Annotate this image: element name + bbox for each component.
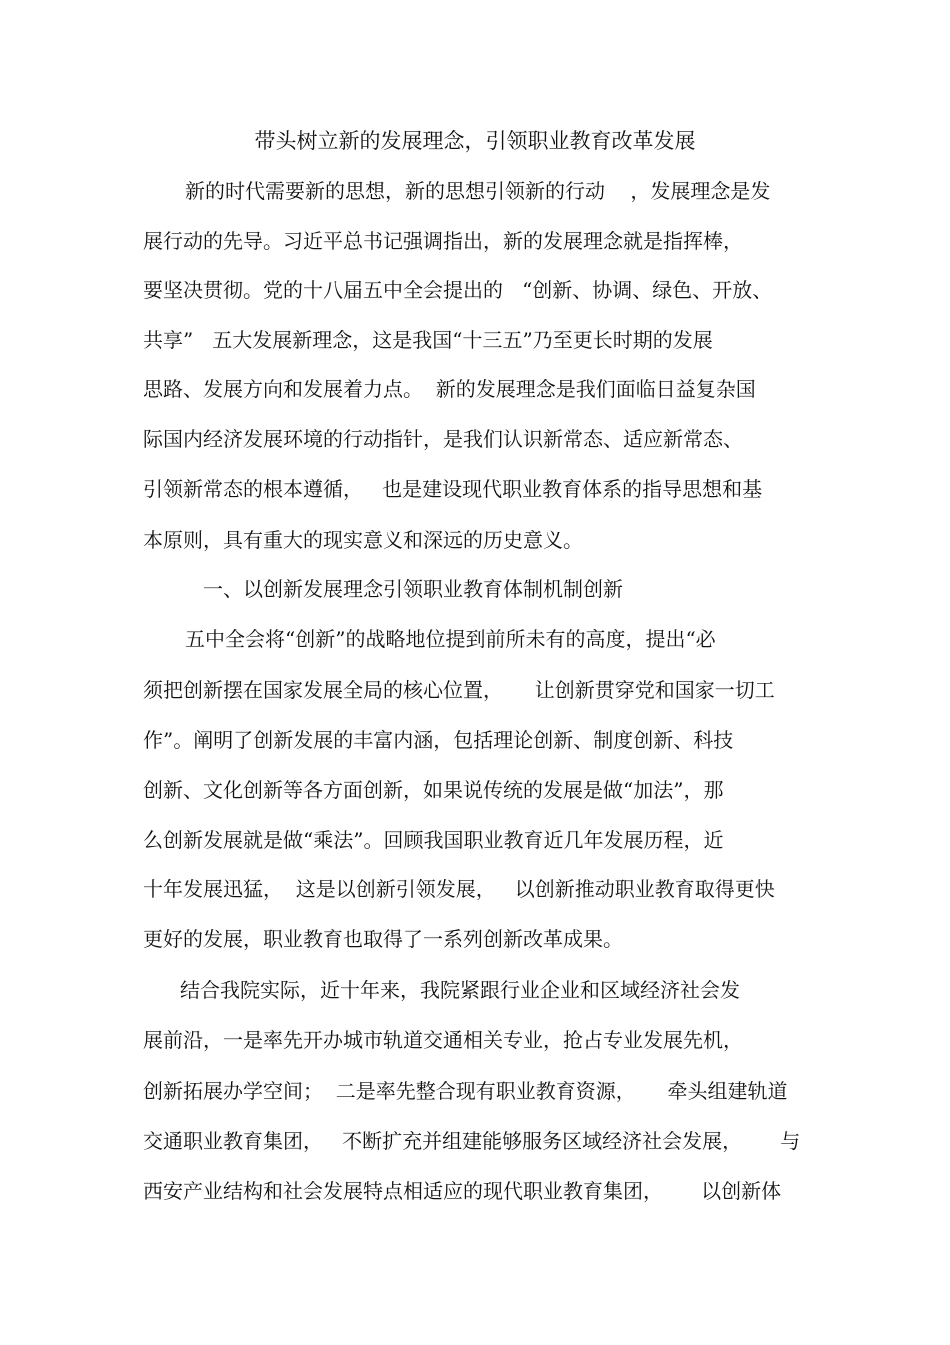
text-line: 五中全会将“创新”的战略地位提到前所未有的高度，提出“必 <box>185 627 716 651</box>
text-line: 西安产业结构和社会发展特点相适应的现代职业教育集团， 以创新体 <box>143 1179 782 1203</box>
text-line: 引领新常态的根本遵循， 也是建设现代职业教育体系的指导思想和基 <box>143 477 763 501</box>
text-line: 本原则，具有重大的现实意义和深远的历史意义。 <box>143 528 583 552</box>
text-line: 须把创新摆在国家发展全局的核心位置， 让创新贯穿党和国家一切工 <box>143 678 775 702</box>
text-line: 结合我院实际，近十年来，我院紧跟行业企业和区域经济社会发 <box>180 978 740 1002</box>
text-line: 展行动的先导。习近平总书记强调指出，新的发展理念就是指挥棒， <box>143 229 743 253</box>
section-heading: 一、以创新发展理念引领职业教育体制机制创新 <box>203 577 623 601</box>
text-line: 交通职业教育集团， 不断扩充并组建能够服务区域经济社会发展， 与 <box>143 1129 801 1153</box>
text-line: 创新、文化创新等各方面创新，如果说传统的发展是做“加法”，那 <box>143 778 724 802</box>
text-line: 展前沿，一是率先开办城市轨道交通相关专业，抢占专业发展先机， <box>143 1028 743 1052</box>
text-line: 十年发展迅猛， 这是以创新引领发展， 以创新推动职业教育取得更快 <box>143 877 775 901</box>
text-line: 么创新发展就是做“乘法”。回顾我国职业教育近几年发展历程，近 <box>143 828 724 852</box>
text-line: 创新拓展办学空间； 二是率先整合现有职业教育资源， 牵头组建轨道 <box>143 1079 788 1103</box>
document-title: 带头树立新的发展理念，引领职业教育改革发展 <box>254 129 696 153</box>
text-line: 际国内经济发展环境的行动指针，是我们认识新常态、适应新常态、 <box>143 427 743 451</box>
text-line: 更好的发展，职业教育也取得了一系列创新改革成果。 <box>143 927 623 951</box>
text-line: 作”。阐明了创新发展的丰富内涵，包括理论创新、制度创新、科技 <box>143 728 734 752</box>
text-line: 共享” 五大发展新理念，这是我国“十三五”乃至更长时期的发展 <box>143 328 713 352</box>
text-line: 新的时代需要新的思想，新的思想引领新的行动 ，发展理念是发 <box>185 179 771 203</box>
text-line: 思路、发展方向和发展着力点。 新的发展理念是我们面临日益复杂国 <box>143 377 756 401</box>
text-line: 要坚决贯彻。党的十八届五中全会提出的 “创新、协调、绿色、开放、 <box>143 278 773 302</box>
